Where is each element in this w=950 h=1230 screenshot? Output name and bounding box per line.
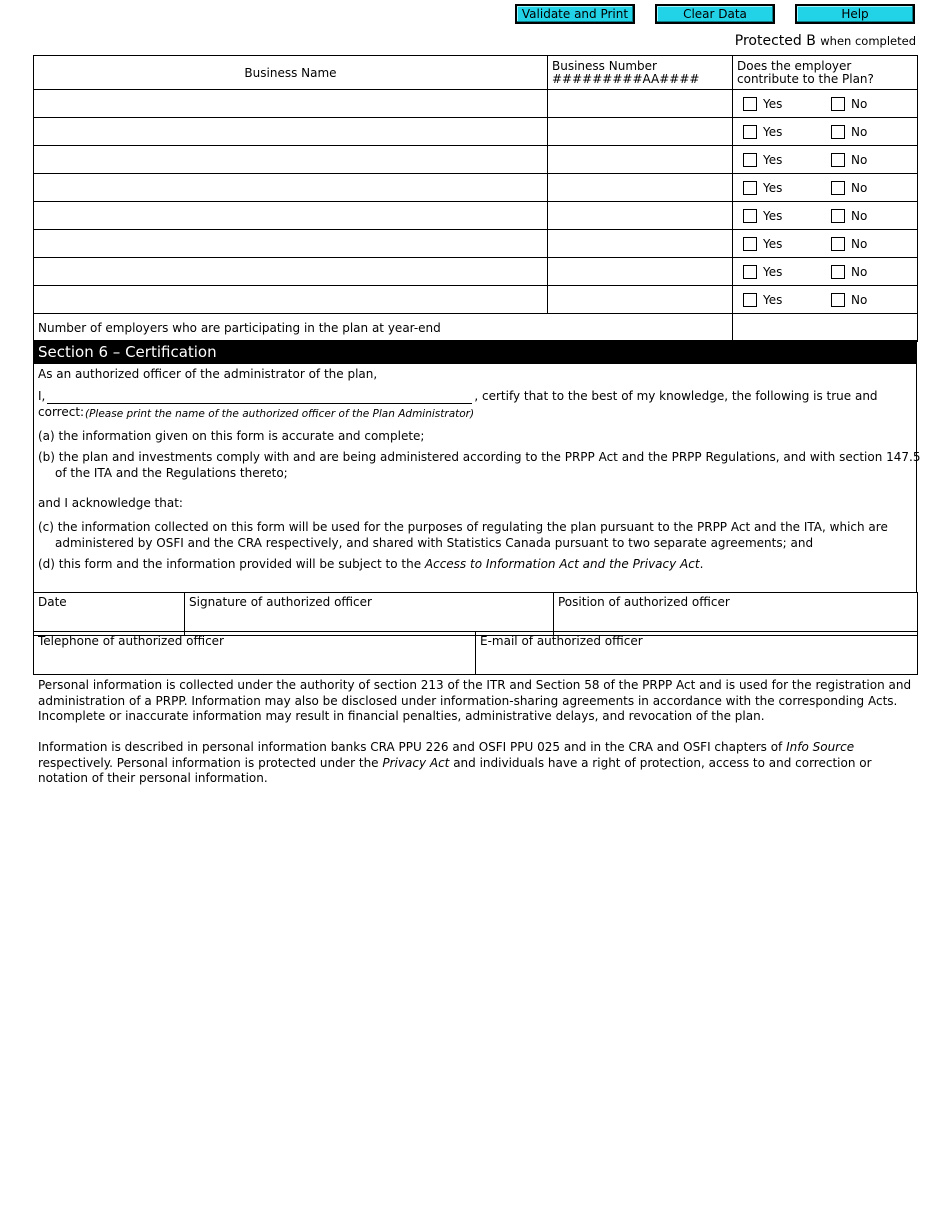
yes-checkbox[interactable] (743, 153, 757, 167)
business-name-input[interactable] (34, 286, 548, 314)
cert-item-a: (a) the information given on this form is accurate and complete; (38, 429, 425, 443)
no-label: No (851, 292, 868, 307)
yes-checkbox[interactable] (743, 293, 757, 307)
protected-b-notice (735, 33, 916, 49)
privacy-paragraph-1: Personal information is collected under the authority of section 213 of the ITR and Section 58 of the PRPP Act and is used for the registration and administration of a PRPP. Information may also be disclosed under information-sharing agreements in accordance with the corresponding Acts. Incomplete or inaccurate information may result in financial penalties, administrative delays, and revocation of the plan. (38, 678, 912, 723)
yes-checkbox[interactable] (743, 97, 757, 111)
yes-label: Yes (763, 180, 783, 195)
business-number-input[interactable] (548, 230, 733, 258)
table-row (34, 146, 918, 174)
employer-count-row (34, 314, 918, 342)
business-number-input[interactable] (548, 90, 733, 118)
business-number-input[interactable] (548, 202, 733, 230)
privacy-p2-privacy-act: Privacy Act (382, 755, 450, 770)
table-row (34, 258, 918, 286)
signature-row-1 (33, 592, 918, 636)
yes-label: Yes (763, 152, 783, 167)
protected-suffix: when completed (820, 34, 916, 48)
business-name-input[interactable] (34, 118, 548, 146)
privacy-p2-part1: Information is described in personal information banks CRA PPU 226 and OSFI PPU 025 and in the CRA and OSFI chapters of (38, 740, 787, 754)
table-row (34, 118, 918, 146)
clear-data-button[interactable]: Clear Data (655, 4, 775, 24)
business-number-input[interactable] (548, 146, 733, 174)
yes-label: Yes (763, 236, 783, 251)
header-business-number (548, 56, 733, 90)
business-number-input[interactable] (548, 118, 733, 146)
contribute-choice (733, 286, 918, 314)
yes-option[interactable] (743, 236, 782, 251)
business-number-input[interactable] (548, 174, 733, 202)
cert-item-c: (c) the information collected on this form will be used for the purposes of regulating the plan pursuant to the PRPP Act and the ITA, which are administered by OSFI and the CRA respectively, and shared with Statistics Canada pursuant to two separate agreements; and (38, 520, 888, 550)
yes-label: Yes (763, 96, 783, 111)
contribute-choice (733, 202, 918, 230)
table-row (34, 174, 918, 202)
contribute-choice (733, 258, 918, 286)
employer-count-label: Number of employers who are participating in the plan at year-end (34, 314, 733, 342)
cert-certify-text: , certify that to the best of my knowledge, the following is true and correct: (38, 389, 878, 419)
privacy-p2-part2: respectively. Personal information is protected under the (38, 755, 383, 770)
yes-option[interactable] (743, 152, 782, 167)
telephone-field[interactable] (34, 632, 476, 675)
cert-item-d-suffix: . (699, 557, 704, 571)
officer-name-field[interactable] (47, 389, 472, 404)
yes-option[interactable] (743, 124, 782, 139)
business-name-input[interactable] (34, 146, 548, 174)
header-business-name: Business Name (34, 56, 548, 90)
cert-item-d-prefix: (d) this form and the information provided will be subject to the (38, 557, 425, 571)
no-option[interactable] (831, 180, 867, 195)
yes-option[interactable] (743, 96, 782, 111)
officer-name-hint: (Please print the name of the authorized officer of the Plan Administrator) (85, 408, 475, 420)
no-checkbox[interactable] (831, 293, 845, 307)
email-field[interactable] (476, 632, 918, 675)
position-label: Position of authorized officer (558, 595, 730, 609)
no-label: No (851, 180, 868, 195)
yes-option[interactable] (743, 264, 782, 279)
section-6-header: Section 6 – Certification (33, 340, 917, 364)
yes-checkbox[interactable] (743, 125, 757, 139)
business-name-input[interactable] (34, 90, 548, 118)
no-label: No (851, 236, 868, 251)
yes-option[interactable] (743, 180, 782, 195)
contribute-choice (733, 90, 918, 118)
position-field[interactable] (554, 593, 918, 636)
no-label: No (851, 264, 868, 279)
table-row (34, 286, 918, 314)
yes-checkbox[interactable] (743, 181, 757, 195)
no-label: No (851, 208, 868, 223)
no-label: No (851, 124, 868, 139)
table-header-row (34, 56, 918, 90)
no-checkbox[interactable] (831, 265, 845, 279)
business-name-input[interactable] (34, 258, 548, 286)
no-checkbox[interactable] (831, 237, 845, 251)
business-name-input[interactable] (34, 230, 548, 258)
table-row (34, 202, 918, 230)
no-checkbox[interactable] (831, 153, 845, 167)
no-option[interactable] (831, 96, 867, 111)
cert-intro: As an authorized officer of the administrator of the plan, (38, 367, 378, 381)
privacy-p2-part3: and individuals have a right of protection, access to and correction or notation of their personal information. (38, 755, 872, 785)
yes-label: Yes (763, 208, 783, 223)
no-option[interactable] (831, 292, 867, 307)
no-checkbox[interactable] (831, 97, 845, 111)
contribute-choice (733, 174, 918, 202)
yes-option[interactable] (743, 208, 782, 223)
yes-option[interactable] (743, 292, 782, 307)
no-option[interactable] (831, 236, 867, 251)
yes-label: Yes (763, 124, 783, 139)
no-option[interactable] (831, 124, 867, 139)
no-label: No (851, 152, 868, 167)
cert-acknowledge: and I acknowledge that: (38, 496, 183, 510)
header-business-number-format: #########AA#### (552, 71, 700, 86)
certification-body (33, 364, 921, 592)
contribute-choice (733, 146, 918, 174)
table-row (34, 90, 918, 118)
business-name-input[interactable] (34, 174, 548, 202)
business-number-input[interactable] (548, 258, 733, 286)
no-checkbox[interactable] (831, 125, 845, 139)
yes-checkbox[interactable] (743, 237, 757, 251)
no-checkbox[interactable] (831, 209, 845, 223)
header-business-number-label: Business Number (552, 58, 657, 73)
date-field[interactable] (34, 593, 185, 636)
email-label: E-mail of authorized officer (480, 634, 643, 648)
date-label: Date (38, 595, 67, 609)
cert-item-d (38, 556, 703, 572)
validate-and-print-button[interactable]: Validate and Print (515, 4, 635, 24)
cert-item-b: (b) the plan and investments comply with and are being administered according to the PRPP Act and the PRPP Regulations, and with section 147.5 of the ITA and the Regulations thereto; (38, 450, 921, 480)
telephone-label: Telephone of authorized officer (38, 634, 224, 648)
no-option[interactable] (831, 208, 867, 223)
cert-i-prefix: I, (38, 389, 46, 403)
no-option[interactable] (831, 264, 867, 279)
privacy-paragraph-2 (38, 740, 913, 787)
help-button[interactable]: Help (795, 4, 915, 24)
header-contribute-line1: Does the employer (737, 58, 852, 73)
privacy-p2-info-source: Info Source (786, 740, 855, 754)
yes-label: Yes (763, 292, 783, 307)
signature-field[interactable] (185, 593, 554, 636)
no-checkbox[interactable] (831, 181, 845, 195)
business-number-input[interactable] (548, 286, 733, 314)
header-contribute (733, 56, 918, 90)
table-row (34, 230, 918, 258)
employer-table (33, 55, 918, 342)
business-name-input[interactable] (34, 202, 548, 230)
yes-checkbox[interactable] (743, 209, 757, 223)
protected-label: Protected B (734, 33, 816, 49)
yes-checkbox[interactable] (743, 265, 757, 279)
contribute-choice (733, 230, 918, 258)
contribute-choice (733, 118, 918, 146)
signature-label: Signature of authorized officer (189, 595, 372, 609)
no-label: No (851, 96, 868, 111)
header-contribute-line2: contribute to the Plan? (737, 71, 874, 86)
cert-item-d-acts: Access to Information Act and the Privacy Act (424, 557, 700, 571)
yes-label: Yes (763, 264, 783, 279)
employer-count-field[interactable] (733, 314, 918, 342)
signature-row-2 (33, 631, 918, 675)
no-option[interactable] (831, 152, 867, 167)
